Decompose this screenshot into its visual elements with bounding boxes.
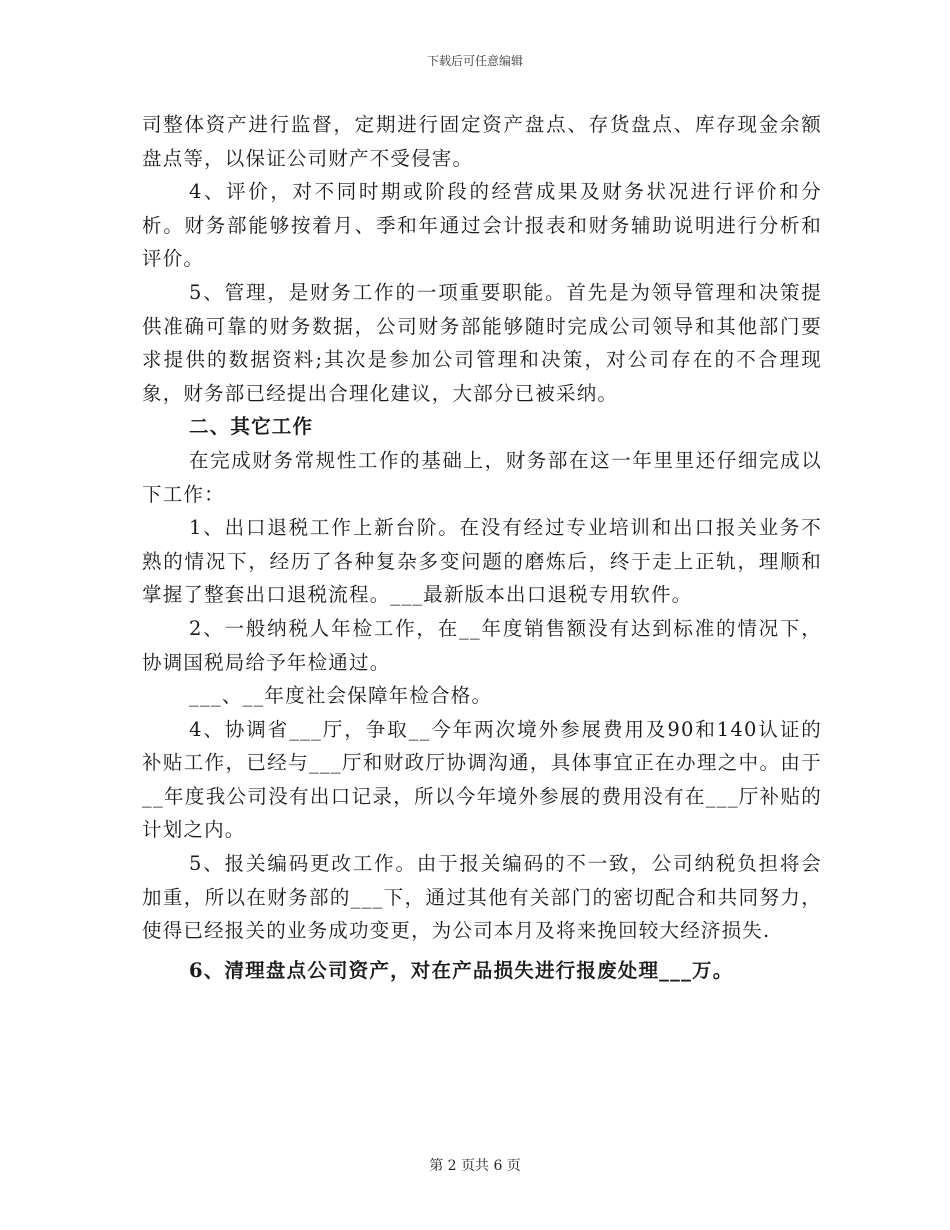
paragraph-management: 5、管理，是财务工作的一项重要职能。首先是为领导管理和决策提供准确可靠的财务数据，公司财务部能够随时完成公司领导和其他部门要求提供的数据资料;其次是参加公司管理和决策，对公司存在的不合理现象，财务部已经提出合理化建议，大部分已被采纳。 (142, 280, 822, 405)
paragraph-evaluation: 4、评价，对不同时期或阶段的经营成果及财务状况进行评价和分析。财务部能够按着月、季和年通过会计报表和财务辅助说明进行分析和评价。 (142, 180, 822, 271)
section-heading: 二、其它工作 (189, 415, 314, 439)
paragraph-item-3: ___、__年度社会保障年检合格。 (189, 684, 493, 708)
paragraph-item-5: 5、报关编码更改工作。由于报关编码的不一致，公司纳税负担将会加重，所以在财务部的___下，通过其他有关部门的密切配合和共同努力，使得已经报关的业务成功变更，为公司本月及将来挽回较大经济损失. (142, 852, 822, 943)
paragraph-item-4: 4、协调省___厅，争取__今年两次境外参展费用及90和140认证的补贴工作，已经与___厅和财政厅协调沟通，具体事宜正在办理之中。由于__年度我公司没有出口记录，所以今年境外参展的费用没有在___厅补贴的计划之内。 (142, 717, 822, 842)
page-header: 下载后可任意编辑 (426, 54, 523, 68)
paragraph-item-1: 1、出口退税工作上新台阶。在没有经过专业培训和出口报关业务不熟的情况下，经历了各种复杂多变问题的磨炼后，终于走上正轨，理顺和掌握了整套出口退税流程。___最新版本出口退税专用软件。 (142, 516, 822, 607)
paragraph-continuation: 司整体资产进行监督，定期进行固定资产盘点、存货盘点、库存现金余额盘点等，以保证公司财产不受侵害。 (142, 113, 822, 170)
page-footer: 第 2 页共 6 页 (429, 1158, 521, 1174)
paragraph-intro: 在完成财务常规性工作的基础上，财务部在这一年里里还仔细完成以下工作： (142, 448, 822, 506)
document-body (142, 108, 822, 987)
paragraph-item-6: 6、清理盘点公司资产，对在产品损失进行报废处理___万。 (189, 958, 734, 982)
paragraph-item-2: 2、一般纳税人年检工作，在__年度销售额没有达到标准的情况下，协调国税局给予年检通过。 (142, 616, 822, 674)
